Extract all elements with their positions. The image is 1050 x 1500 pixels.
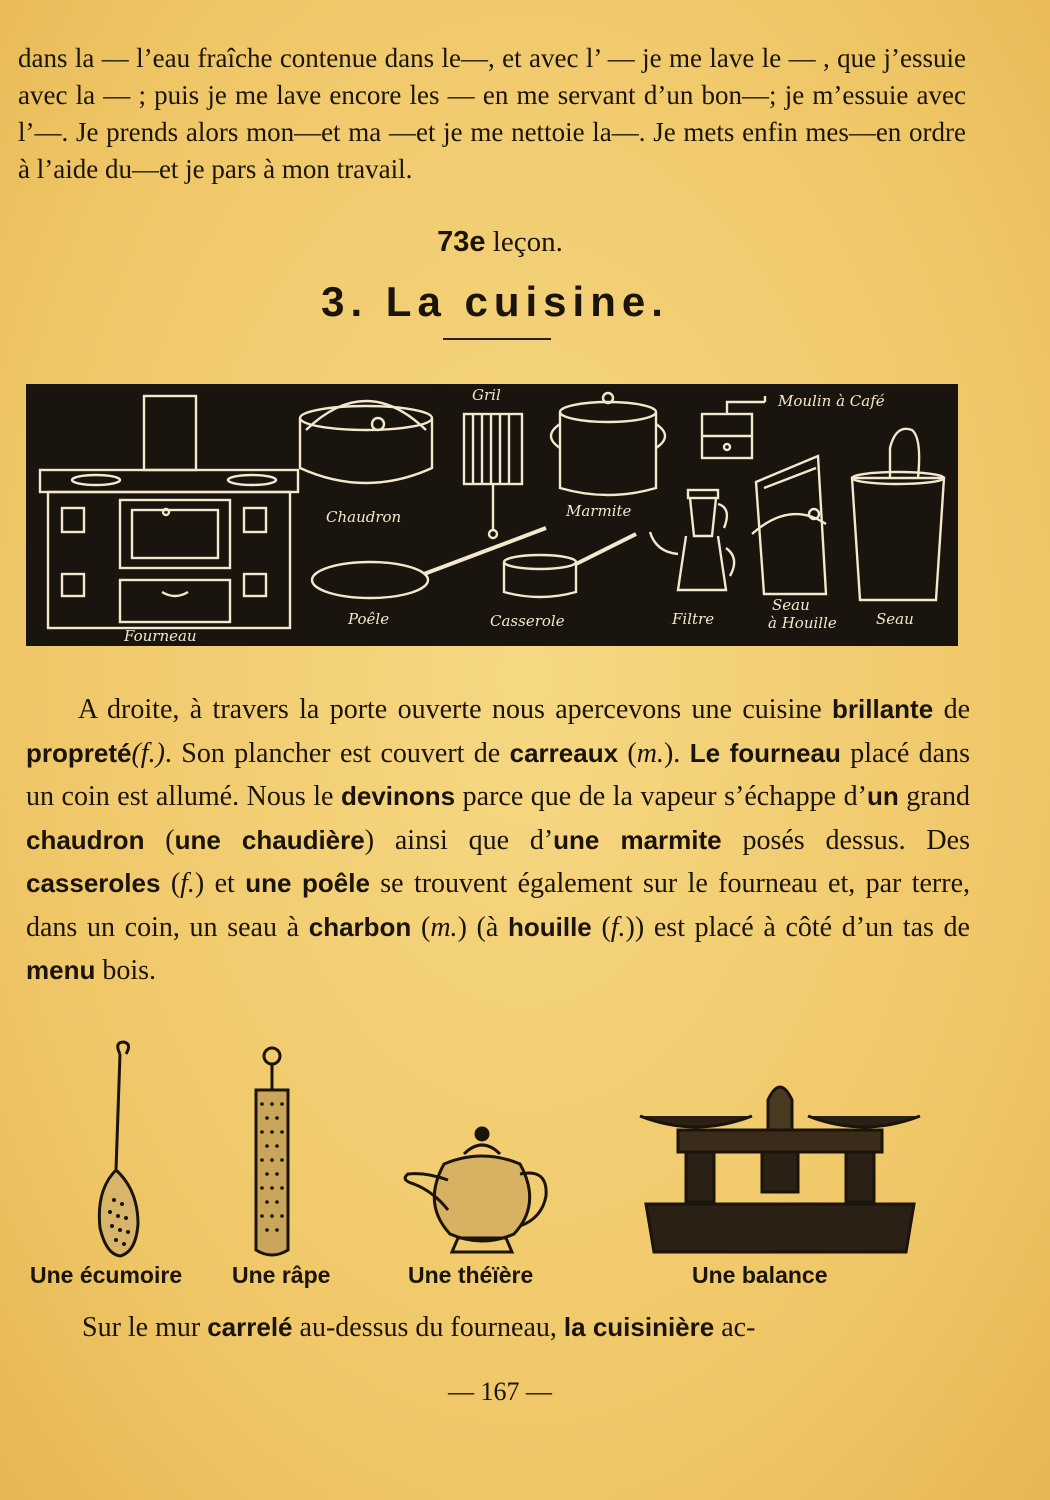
caption-theiere: Une théïère bbox=[408, 1262, 534, 1288]
text-run: ac- bbox=[714, 1312, 756, 1343]
caption-balance: Une balance bbox=[692, 1262, 828, 1288]
text-run: parce que de la vapeur s’échappe d’ bbox=[455, 781, 867, 812]
saucepan-illustration bbox=[504, 534, 636, 597]
text-run: de bbox=[933, 694, 970, 725]
vocab-word: chaudron bbox=[26, 824, 145, 855]
lesson-heading bbox=[0, 226, 1000, 259]
vocab-word: une marmite bbox=[553, 824, 722, 855]
main-paragraph-text bbox=[26, 688, 970, 993]
label-casserole: Casserole bbox=[490, 612, 565, 630]
text-run: grand bbox=[898, 781, 970, 812]
gender-mark: m. bbox=[636, 737, 664, 769]
text-run: ) ainsi que d’ bbox=[364, 824, 554, 856]
text-run: ( bbox=[618, 737, 637, 769]
closing-paragraph bbox=[26, 1306, 970, 1349]
bucket-illustration bbox=[852, 429, 944, 600]
chapter-title: 3. La cuisine. bbox=[321, 278, 669, 325]
vocab-word: Le fourneau bbox=[689, 737, 841, 768]
label-poele: Poêle bbox=[348, 610, 390, 628]
vocab-word: houille bbox=[507, 911, 592, 942]
text-run: ( bbox=[160, 868, 181, 899]
skimmer-illustration bbox=[90, 1040, 150, 1260]
utensil-figures bbox=[0, 1030, 1050, 1300]
vocab-word: carreaux bbox=[509, 737, 619, 768]
kitchen-utensils-plate bbox=[26, 384, 958, 646]
text-run: . Son plancher est couvert de bbox=[164, 737, 510, 769]
text-run: )) est placé à côté d’un tas de bbox=[625, 911, 970, 943]
label-filtre: Filtre bbox=[672, 610, 715, 628]
text-run: Sur le mur bbox=[82, 1312, 208, 1343]
text-run: placé dans un coin est allumé. Nous le bbox=[26, 737, 970, 812]
vocab-word: la cuisinière bbox=[563, 1312, 715, 1342]
text-run: ( bbox=[144, 824, 175, 856]
intro-paragraph bbox=[18, 40, 966, 188]
label-moulin: Moulin à Café bbox=[778, 392, 885, 410]
coal-scuttle-illustration bbox=[752, 456, 826, 594]
lesson-word: leçon. bbox=[492, 226, 563, 258]
gender-mark: m. bbox=[430, 911, 458, 943]
coffee-filter-illustration bbox=[650, 490, 734, 590]
text-run: bois. bbox=[95, 955, 157, 986]
lesson-number: 73e bbox=[437, 226, 486, 258]
cauldron-illustration bbox=[300, 401, 432, 483]
vocab-word: carrelé bbox=[207, 1312, 293, 1342]
vocab-word: menu bbox=[26, 955, 96, 985]
scale-illustration bbox=[638, 1080, 922, 1270]
coffee-mill-illustration bbox=[702, 396, 765, 458]
intro-text: dans la — l’eau fraîche contenue dans le—, et avec l’ — je me lave le — , que j’essuie avec la — ; puis je me lave encore les — en me servant d’un bon—; je m’essuie avec l’—. Je prends alors mon—et ma —et je me nettoie la—. Je mets enfin mes—en ordre à l’aide du—et je pars à mon travail. bbox=[18, 43, 966, 184]
main-paragraph bbox=[26, 688, 970, 993]
label-chaudron: Chaudron bbox=[326, 508, 402, 526]
vocab-word: charbon bbox=[308, 911, 412, 942]
label-seau: Seau bbox=[876, 610, 914, 628]
closing-text bbox=[26, 1306, 970, 1349]
label-marmite: Marmite bbox=[566, 502, 632, 520]
gender-mark: f. bbox=[610, 911, 626, 943]
vocab-word: brillante bbox=[832, 694, 934, 724]
caption-ecumoire: Une écumoire bbox=[30, 1262, 183, 1288]
text-run: se trouvent également sur le fourneau et, par terre, dans un coin, un seau à bbox=[26, 868, 971, 943]
label-seau-houille-1: Seau bbox=[772, 596, 810, 614]
label-gril: Gril bbox=[472, 386, 501, 404]
gender-mark: f. bbox=[180, 868, 195, 899]
vocab-word: un bbox=[866, 781, 899, 811]
vocab-word: devinons bbox=[341, 781, 456, 811]
stockpot-illustration bbox=[551, 393, 665, 495]
text-run: ). bbox=[663, 737, 690, 769]
teapot-illustration bbox=[398, 1120, 558, 1262]
gender-mark: (f.) bbox=[131, 737, 165, 769]
label-fourneau: Fourneau bbox=[124, 627, 197, 645]
text-run: A droite, à travers la porte ouverte nous apercevons une cuisine bbox=[78, 694, 833, 725]
label-seau-houille-2: à Houille bbox=[768, 614, 837, 632]
text-run: ) (à bbox=[457, 911, 508, 943]
text-run: posés dessus. Des bbox=[721, 824, 970, 856]
text-run: ) et bbox=[194, 868, 246, 899]
text-run: ( bbox=[591, 911, 611, 943]
text-run: au-dessus du fourneau, bbox=[292, 1312, 564, 1343]
frying-pan-illustration bbox=[312, 528, 546, 598]
grater-illustration bbox=[240, 1042, 304, 1262]
page-number: — 167 — bbox=[448, 1377, 552, 1406]
stove-illustration bbox=[40, 396, 298, 628]
caption-rape: Une râpe bbox=[232, 1262, 331, 1288]
text-run: ( bbox=[411, 911, 431, 943]
title-underline bbox=[443, 338, 551, 340]
grill-illustration bbox=[464, 414, 522, 538]
vocab-word: une chaudière bbox=[174, 824, 365, 855]
vocab-word: propreté bbox=[26, 737, 132, 768]
vocab-word: une poêle bbox=[245, 868, 370, 898]
vocab-word: casseroles bbox=[26, 868, 161, 898]
